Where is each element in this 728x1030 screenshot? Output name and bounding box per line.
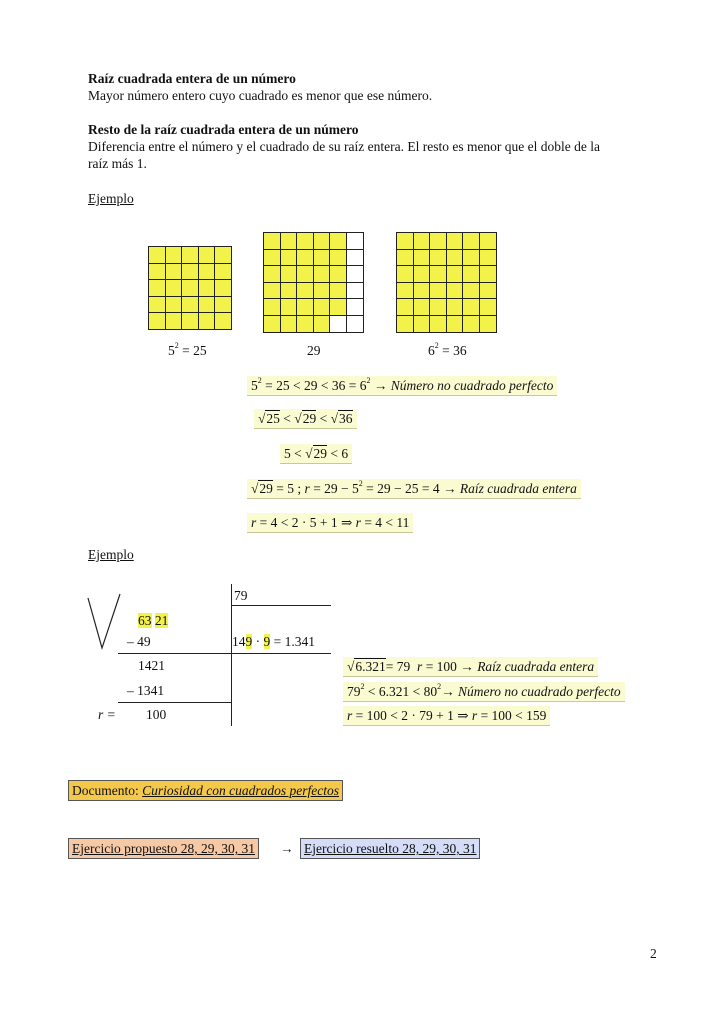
division-subtract-2: – 1341: [127, 683, 165, 698]
formula-integer-root: √ 29 = 5 ; $r = 29 - 5^2 = 29 - 25 = 4$ → Raíz cuadrada entera: [247, 479, 581, 499]
division-remainder-1: 1421: [138, 658, 165, 673]
division-subtract-1: – 49: [127, 634, 151, 649]
division-r-label: r =: [98, 707, 116, 722]
grid-cell: [149, 297, 166, 314]
grid-cell: [397, 299, 414, 316]
arrow-icon: →: [280, 841, 294, 856]
grid-cell: [297, 299, 314, 316]
formula-roots: √ 25 < √ 29 < √ 36: [254, 409, 357, 429]
grid-cell: [264, 250, 281, 267]
result-remainder: r = 100 < 2 · 79 + 1 ⇒ r = 100 < 159: [343, 706, 550, 726]
grid-cell: [199, 280, 216, 297]
square-label-25: $5^2 = 25$: [168, 341, 207, 358]
grid-cell: [182, 247, 199, 264]
grid-cell: [330, 283, 347, 300]
grid-cell: [281, 316, 298, 333]
grid-cell: [480, 283, 497, 300]
division-remainder-2: 100: [146, 707, 167, 722]
grid-cell: [264, 316, 281, 333]
grid-cell: [314, 266, 331, 283]
grid-cell: [430, 266, 447, 283]
grid-cell: [297, 283, 314, 300]
grid-cell: [430, 316, 447, 333]
grid-cell: [199, 264, 216, 281]
grid-cell: [314, 233, 331, 250]
grid-cell: [463, 266, 480, 283]
grid-cell: [264, 299, 281, 316]
square-label-36: $6^2 = 36$: [428, 341, 467, 358]
grid-cell: [297, 250, 314, 267]
grid-cell: [182, 313, 199, 330]
grid-cell: [281, 250, 298, 267]
grid-cell: [182, 297, 199, 314]
grid-cell: [330, 250, 347, 267]
grid-cell: [430, 283, 447, 300]
grid-cell: [414, 283, 431, 300]
grid-cell: [347, 283, 364, 300]
grid-cell: [166, 247, 183, 264]
grid-cell: [463, 233, 480, 250]
grid-cell: [463, 316, 480, 333]
grid-cell: [480, 233, 497, 250]
division-line-root: [231, 605, 331, 606]
grid-cell: [414, 250, 431, 267]
grid-cell: [166, 297, 183, 314]
grid-cell: [463, 283, 480, 300]
grid-cell: [430, 299, 447, 316]
grid-cell: [330, 266, 347, 283]
grid-cell: [215, 247, 232, 264]
result-inequality: $79^2 < 6.321 < 80^2\to$ Número no cuadrado perfecto: [343, 682, 625, 702]
grid-cell: [463, 299, 480, 316]
grid-cell: [447, 266, 464, 283]
grid-cell: [215, 280, 232, 297]
grid-cell: [480, 316, 497, 333]
grid-cell: [149, 280, 166, 297]
grid-cell: [199, 297, 216, 314]
example-label: Ejemplo: [88, 191, 134, 206]
grid-cell: [347, 233, 364, 250]
grid-cell: [314, 316, 331, 333]
grid-cell: [480, 299, 497, 316]
grid-cell: [314, 283, 331, 300]
square-grid-36: [396, 232, 497, 333]
grid-cell: [430, 233, 447, 250]
grid-cell: [314, 299, 331, 316]
grid-cell: [264, 233, 281, 250]
grid-cell: [447, 250, 464, 267]
proposed-exercise-link[interactable]: Ejercicio propuesto 28, 29, 30, 31: [68, 838, 259, 859]
grid-cell: [281, 266, 298, 283]
grid-cell: [199, 247, 216, 264]
grid-cell: [414, 266, 431, 283]
grid-cell: [182, 280, 199, 297]
division-trial: 149 · 9 = 1.341: [232, 634, 315, 649]
grid-cell: [297, 266, 314, 283]
grid-cell: [149, 247, 166, 264]
grid-cell: [480, 250, 497, 267]
grid-cell: [215, 264, 232, 281]
formula-root-bounds: 5 < √ 29 < 6: [280, 444, 352, 464]
division-line-2: [118, 702, 231, 703]
division-root: 79: [234, 588, 248, 603]
remainder-text-line1: Diferencia entre el número y el cuadrado de su raíz entera. El resto es menor que el doble de la: [88, 139, 601, 154]
grid-cell: [330, 316, 347, 333]
formula-inequality: $5^2 = 25 < 29 < 36 = 6^2$ → Número no cuadrado perfecto: [247, 376, 557, 396]
grid-cell: [397, 233, 414, 250]
square-label-29: 29: [307, 343, 321, 358]
document-link[interactable]: Documento: Curiosidad con cuadrados perfectos: [68, 780, 343, 801]
grid-cell: [281, 233, 298, 250]
grid-cell: [281, 299, 298, 316]
grid-cell: [414, 299, 431, 316]
grid-cell: [166, 313, 183, 330]
example2-label: Ejemplo: [88, 547, 134, 562]
grid-cell: [463, 250, 480, 267]
grid-cell: [447, 283, 464, 300]
grid-cell: [447, 316, 464, 333]
grid-cell: [330, 233, 347, 250]
grid-cell: [314, 250, 331, 267]
grid-cell: [215, 297, 232, 314]
grid-cell: [347, 250, 364, 267]
grid-cell: [264, 266, 281, 283]
square-grid-29: [263, 232, 364, 333]
grid-cell: [166, 280, 183, 297]
grid-cell: [397, 316, 414, 333]
division-radicand: 63 21: [138, 613, 169, 628]
grid-cell: [397, 250, 414, 267]
solved-exercise-link[interactable]: Ejercicio resuelto 28, 29, 30, 31: [300, 838, 480, 859]
root-symbol-icon: [86, 592, 126, 652]
grid-cell: [264, 283, 281, 300]
grid-cell: [149, 264, 166, 281]
grid-cell: [397, 283, 414, 300]
grid-cell: [414, 316, 431, 333]
division-line-1: [118, 653, 331, 654]
grid-cell: [430, 250, 447, 267]
grid-cell: [297, 233, 314, 250]
grid-cell: [149, 313, 166, 330]
grid-cell: [347, 316, 364, 333]
page-number: 2: [650, 946, 657, 961]
grid-cell: [414, 233, 431, 250]
remainder-text-line2: raíz más 1.: [88, 156, 147, 171]
grid-cell: [199, 313, 216, 330]
definition-text: Mayor número entero cuyo cuadrado es menor que ese número.: [88, 88, 433, 103]
grid-cell: [347, 266, 364, 283]
grid-cell: [330, 299, 347, 316]
grid-cell: [397, 266, 414, 283]
square-grid-25: [148, 246, 232, 330]
remainder-heading: Resto de la raíz cuadrada entera de un número: [88, 122, 359, 137]
grid-cell: [297, 316, 314, 333]
grid-cell: [182, 264, 199, 281]
grid-cell: [347, 299, 364, 316]
formula-remainder: r = 4 < 2 · 5 + 1 ⇒ r = 4 < 11: [247, 513, 413, 533]
grid-cell: [480, 266, 497, 283]
grid-cell: [166, 264, 183, 281]
grid-cell: [447, 233, 464, 250]
grid-cell: [215, 313, 232, 330]
grid-cell: [281, 283, 298, 300]
grid-cell: [447, 299, 464, 316]
definition-heading: Raíz cuadrada entera de un número: [88, 71, 296, 86]
result-integer-root: √ 6.321= 79 r = 100 → Raíz cuadrada entera: [343, 657, 598, 677]
